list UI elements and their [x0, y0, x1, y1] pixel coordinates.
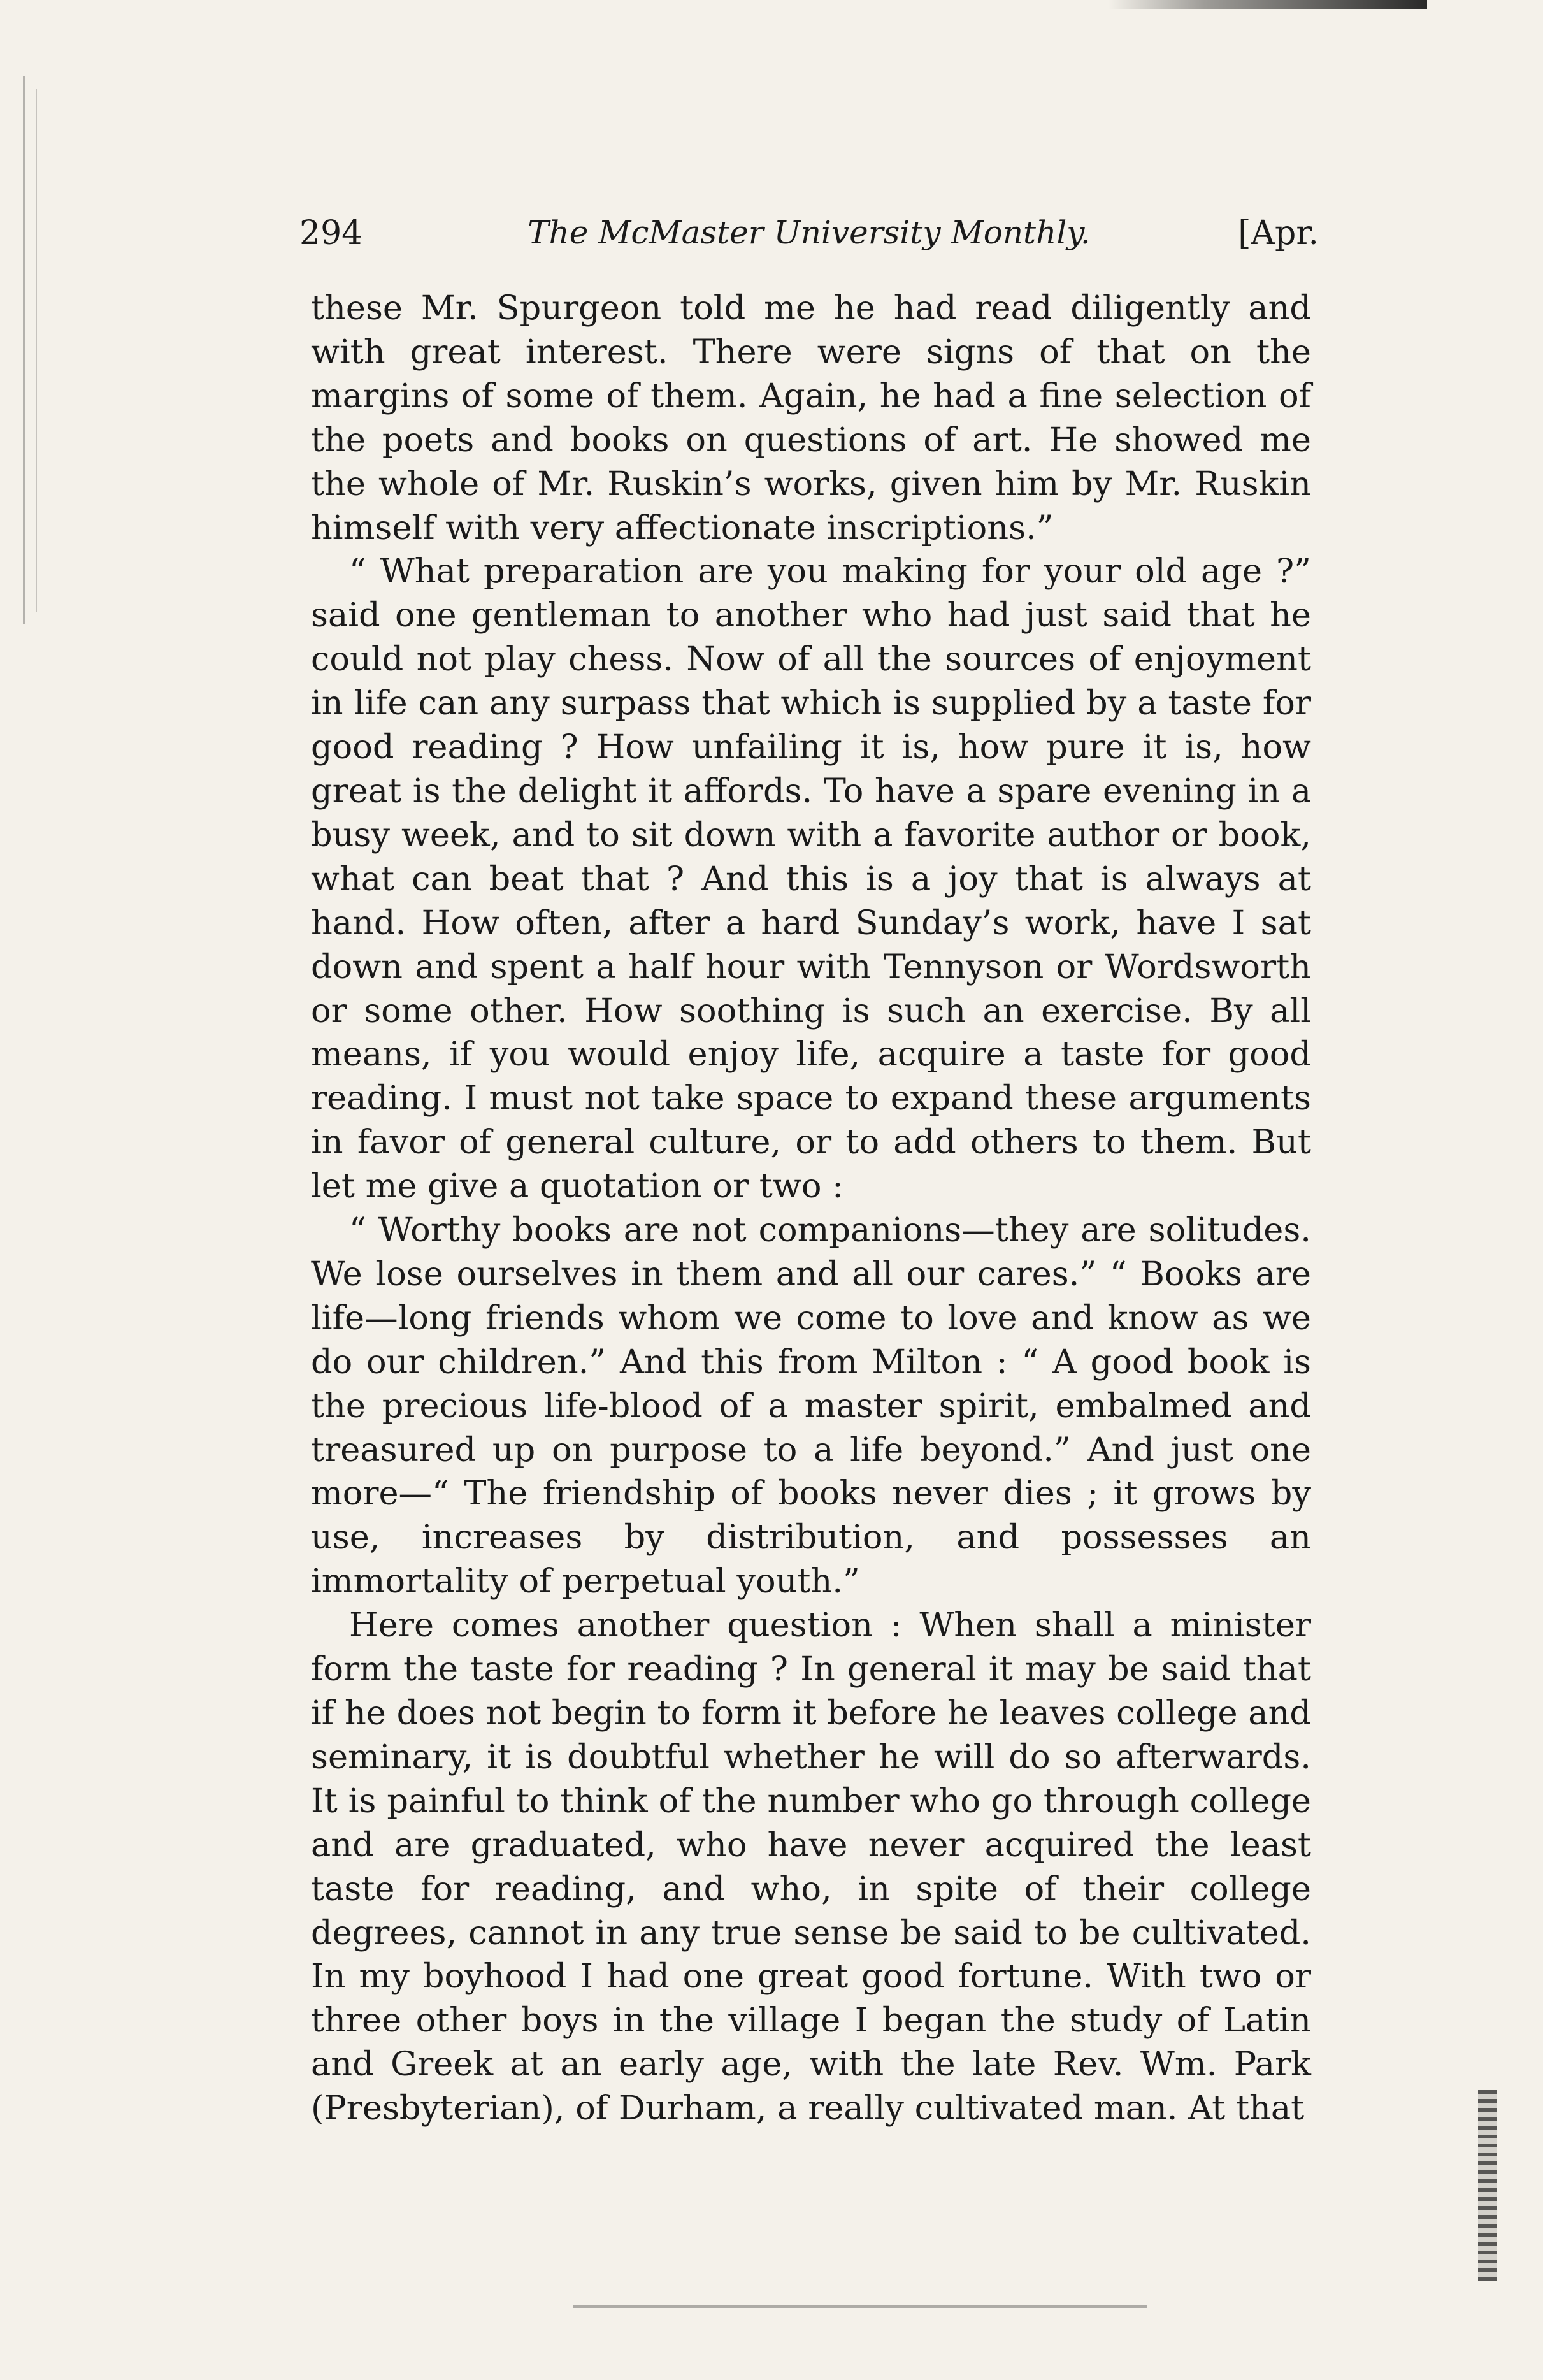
- scan-artifact-right-edge: [1478, 2090, 1497, 2281]
- paragraph-2: “ What preparation are you making for your old age ?” said one gentleman to another who had just said that he could not play chess. Now of all the sources of enjoyment in life can any surpass that which is supplied by a taste for good reading ? How unfailing it is, how pure it is, how great is the delight it affords. To have a spare evening in a busy week, and to sit down with a favorite author or book, what can beat that ? And this is a joy that is always at hand. How often, after a hard Sunday’s work, have I sat down and spent a half hour with Tennyson or Wordsworth or some other. How soothing is such an exercise. By all means, if you would enjoy life, acquire a taste for good reading. I must not take space to expand these arguments in favor of general culture, or to add others to them. But let me give a quotation or two :: [311, 552, 1311, 1206]
- paragraph-4: Here comes another question : When shall a minister form the taste for reading ? In general it may be said that if he does not begin to form it before he leaves college and seminary, it is doubtful whether he will do so afterwards. It is painful to think of the number who go through college and are graduated, who have never acquired the least taste for reading, and who, in spite of their college degrees, cannot in any true sense be said to be cultivated. In my boyhood I had one great good fortune. With two or three other boys in the village I began the study of Latin and Greek at an early age, with the late Rev. Wm. Park (Presbyterian), of Durham, a really cultivated man. At that: [311, 1606, 1311, 2128]
- running-title: The McMaster University Monthly.: [527, 214, 1091, 251]
- scan-artifact-left-edge-inner: [36, 89, 37, 612]
- paragraph-1: these Mr. Spurgeon told me he had read diligently and with great interest. There were signs of that on the margins of some of them. Again, he had a fine selection of the poets and books on questions of art. He showed me the whole of Mr. Ruskin’s works, given him by Mr. Ruskin himself with very affectionate inscriptions.”: [311, 289, 1311, 547]
- scan-artifact-top: [1109, 0, 1427, 9]
- issue-month: [Apr.: [1238, 214, 1319, 252]
- paragraph-3: “ Worthy books are not companions—they are solitudes. We lose ourselves in them and all our cares.” “ Books are life—long friends whom we come to love and know as we do our children.” And this from Milton : “ A good book is the precious life-blood of a master spirit, embalmed and treasured up on purpose to a life beyond.” And just one more—“ The friendship of books never dies ; it grows by use, increases by distribution, and possesses an immortality of perpetual youth.”: [311, 1211, 1311, 1601]
- running-header: [299, 203, 1319, 260]
- scan-artifact-bottom: [573, 2305, 1147, 2308]
- article-body: [311, 287, 1311, 2131]
- page-number: 294: [299, 214, 363, 252]
- scan-artifact-left-edge: [23, 76, 25, 624]
